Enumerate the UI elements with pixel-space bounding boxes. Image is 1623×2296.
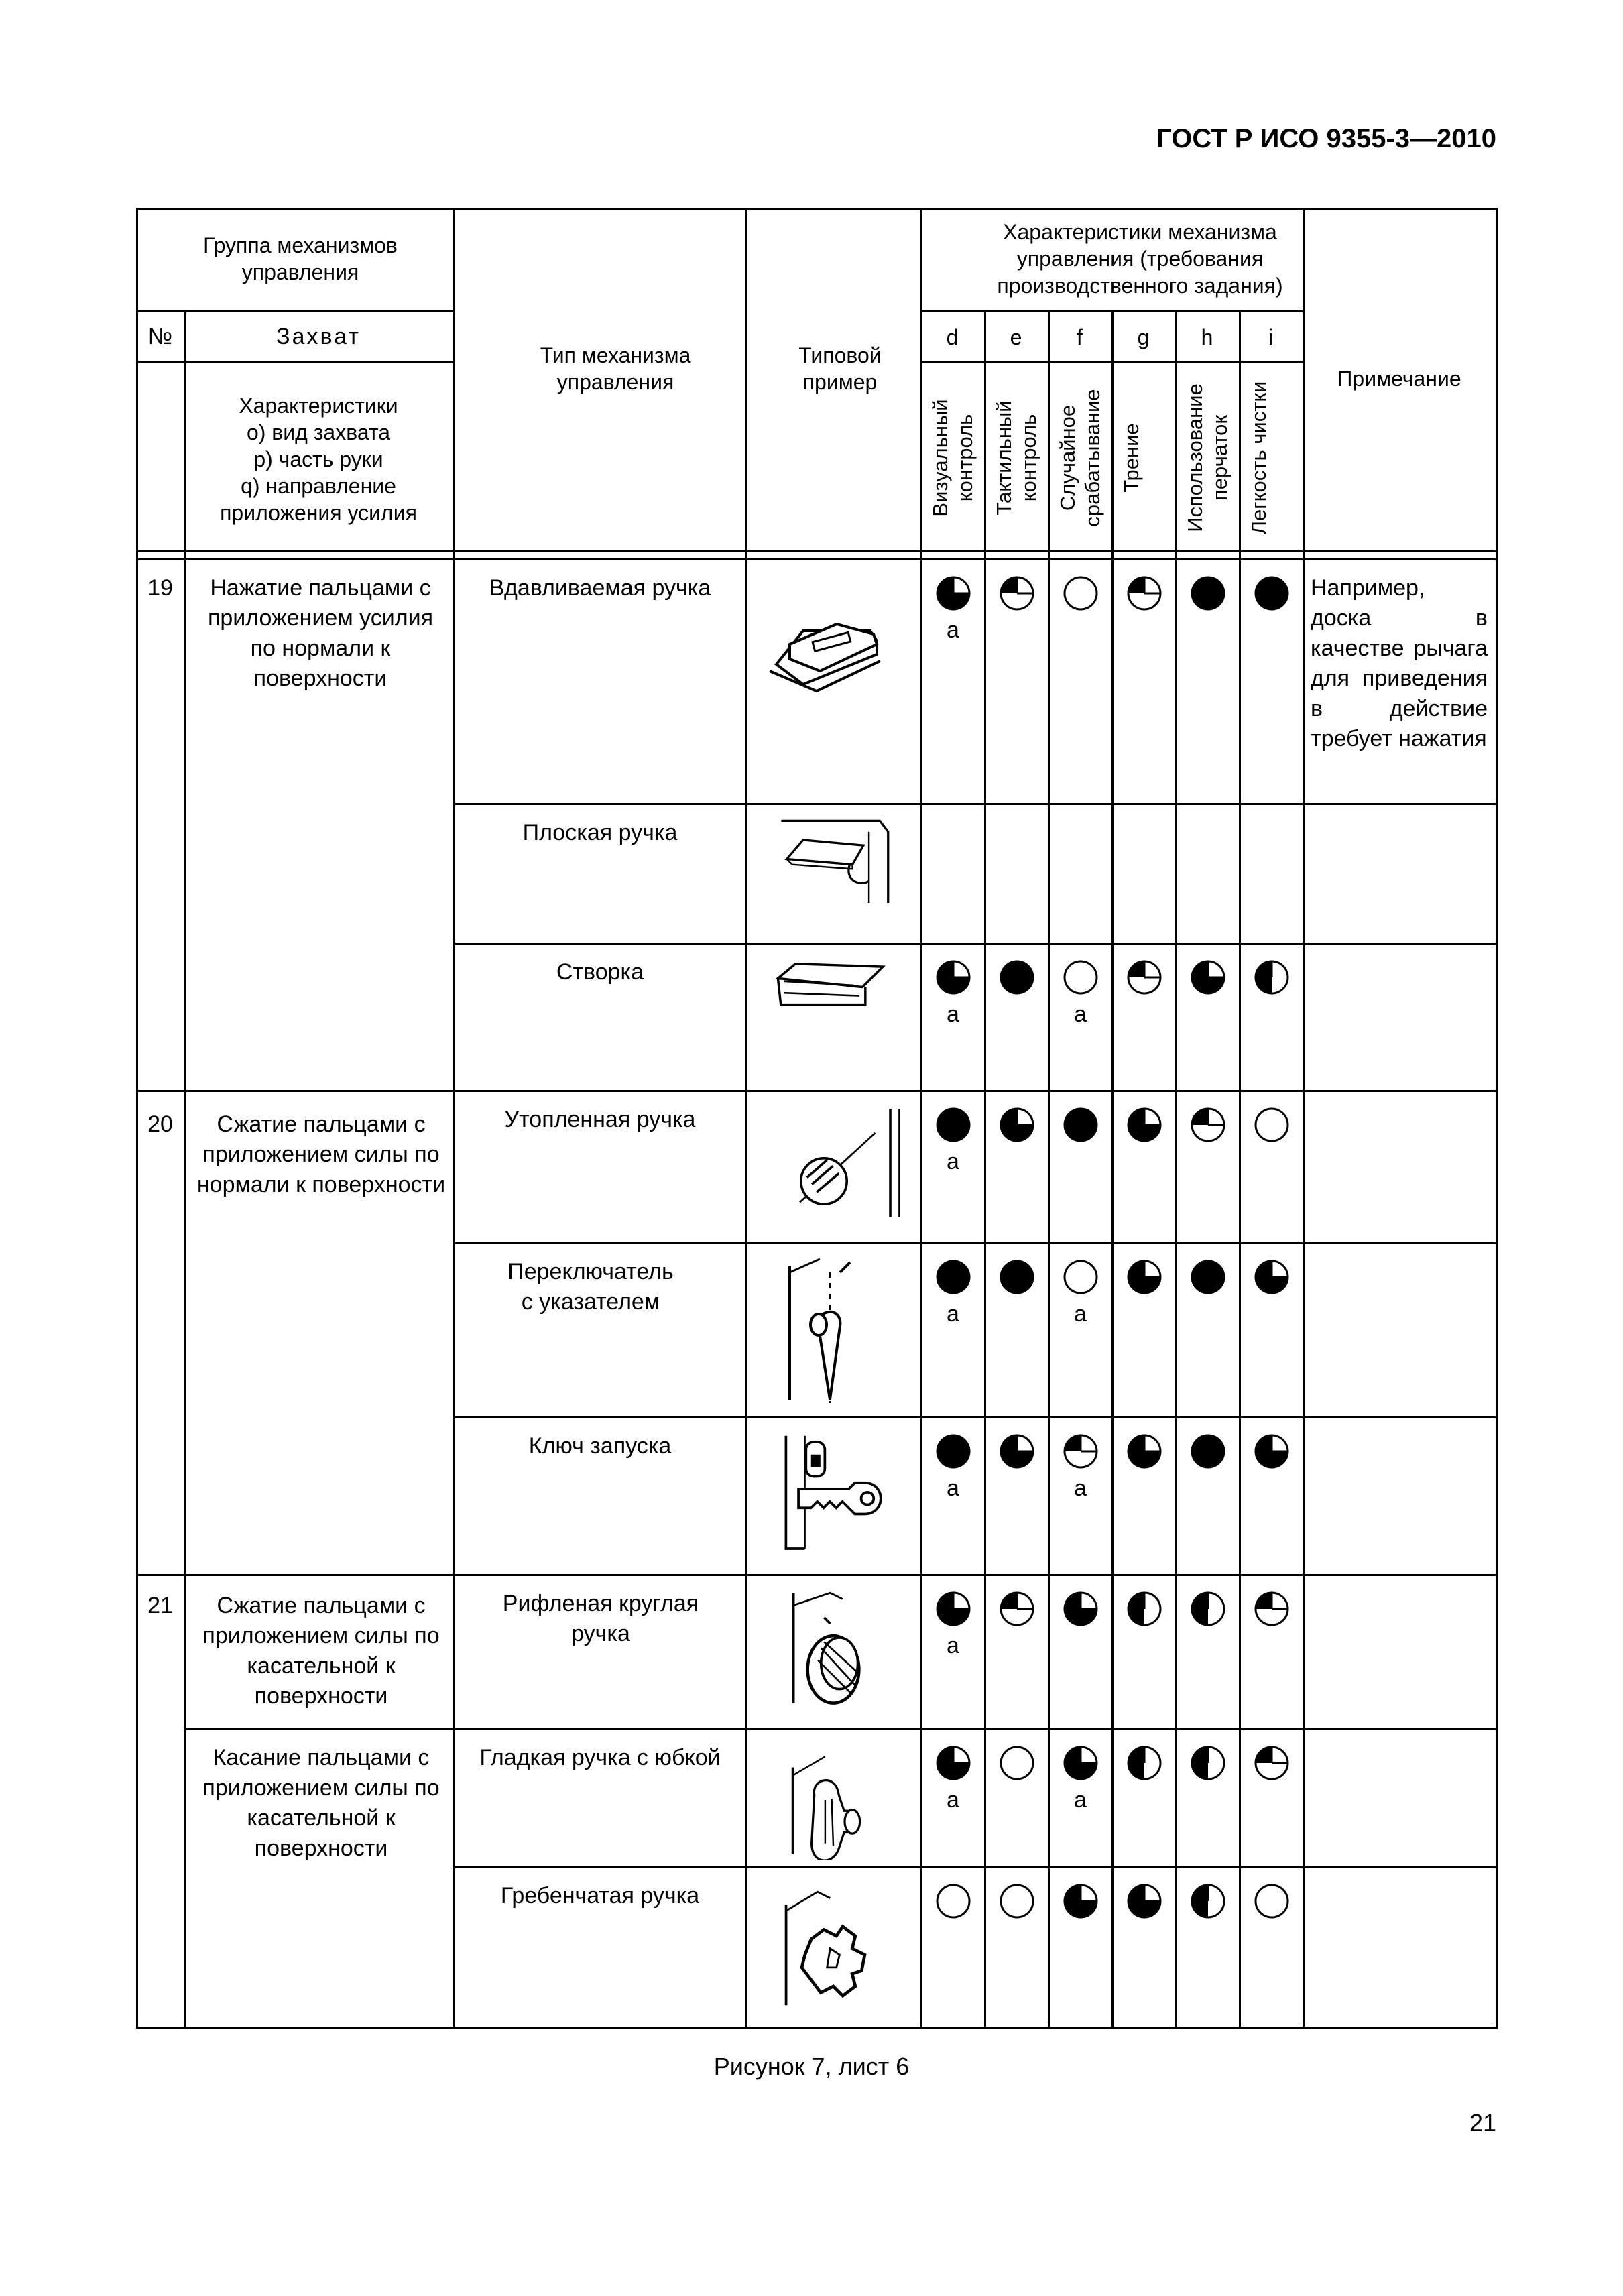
- col-label-i: Легкость чистки: [1246, 381, 1270, 535]
- group-20-num: 20: [147, 1111, 173, 1137]
- rating-footnote-mark: a: [1074, 1787, 1087, 1813]
- rating-f-symbol: [1063, 959, 1099, 995]
- row-rule: [453, 803, 1498, 805]
- rating-footnote-mark: a: [947, 1475, 959, 1501]
- col-letter-f: f: [1077, 325, 1083, 349]
- table-bottom-border: [136, 2027, 1498, 2029]
- rating-d-symbol: [935, 1591, 971, 1627]
- rating-footnote-mark: a: [947, 1633, 959, 1658]
- col-rule: [184, 310, 186, 2029]
- rating-i-symbol: [1254, 1883, 1290, 1919]
- recessed-knob-icon: [764, 1097, 902, 1235]
- row-type-label: Гладкая ручка с юбкой: [479, 1745, 721, 1770]
- push-knob-icon: [756, 604, 910, 758]
- rating-h-symbol: [1190, 1107, 1226, 1143]
- rating-g-symbol: [1126, 1259, 1162, 1295]
- row-rule: [453, 1866, 1498, 1868]
- rating-e-symbol: [999, 1107, 1035, 1143]
- page-number: 21: [1469, 2109, 1496, 2136]
- skirted-knob-icon: [771, 1735, 896, 1860]
- document-code: ГОСТ Р ИСО 9355-3—2010: [1156, 124, 1496, 154]
- rating-e-symbol: [999, 575, 1035, 611]
- rating-footnote-mark: a: [947, 617, 959, 643]
- col-label-e: Тактильный контроль: [991, 400, 1040, 516]
- col-letter-d: d: [946, 325, 959, 349]
- col-letter-i: i: [1268, 325, 1274, 349]
- row-type-label: Гребенчатая ручка: [500, 1883, 700, 1909]
- row-type-label: Утопленная ручка: [504, 1107, 696, 1132]
- row-rule: [453, 1416, 1498, 1418]
- col-rule: [1239, 310, 1241, 2029]
- col-label-g: Трение: [1119, 423, 1143, 493]
- col-rule: [984, 310, 986, 2029]
- rating-i-symbol: [1254, 1745, 1290, 1781]
- row-type-label: Ключ запуска: [528, 1433, 672, 1459]
- rating-g-symbol: [1126, 1745, 1162, 1781]
- rating-h-symbol: [1190, 575, 1226, 611]
- rating-i-symbol: [1254, 575, 1290, 611]
- controls-table: [136, 208, 1496, 2027]
- col-rule: [745, 208, 747, 2029]
- group-19-num: 19: [147, 575, 173, 601]
- rating-e-symbol: [999, 1591, 1035, 1627]
- rating-e-symbol: [999, 959, 1035, 995]
- row-type-label: Плоская ручка: [522, 820, 678, 845]
- rating-footnote-mark: a: [1074, 1002, 1087, 1027]
- rating-i-symbol: [1254, 1433, 1290, 1469]
- table-top-border: [136, 208, 1498, 210]
- rating-f-symbol: [1063, 575, 1099, 611]
- rating-footnote-mark: a: [947, 1301, 959, 1327]
- rating-d-symbol: [935, 959, 971, 995]
- header-group: Группа механизмов управления: [203, 233, 398, 284]
- rating-e-symbol: [999, 1259, 1035, 1295]
- group-21b-grip: Касание пальцами с приложением силы по касательной к поверхности: [202, 1745, 440, 1861]
- rating-h-symbol: [1190, 959, 1226, 995]
- char-q2: приложения усилия: [220, 501, 417, 525]
- rating-d-symbol: [935, 1745, 971, 1781]
- rating-g-symbol: [1126, 1433, 1162, 1469]
- rating-e-symbol: [999, 1745, 1035, 1781]
- rating-h-symbol: [1190, 1883, 1226, 1919]
- group-20-grip: Сжатие пальцами с приложением силы по нормали к поверхности: [196, 1111, 446, 1197]
- rating-footnote-mark: a: [1074, 1475, 1087, 1501]
- rating-f-symbol: [1063, 1883, 1099, 1919]
- group-19-grip: Нажатие пальцами с приложением усилия по нормали к поверхности: [207, 575, 434, 691]
- rating-d-symbol: [935, 575, 971, 611]
- knurled-knob-icon: [763, 1581, 904, 1721]
- group-rule: [136, 1574, 1498, 1576]
- row-rule: [184, 1728, 1498, 1730]
- rating-h-symbol: [1190, 1745, 1226, 1781]
- col-label-d: Визуальный контроль: [928, 399, 977, 517]
- col-letter-g: g: [1137, 325, 1150, 349]
- table-left-border: [136, 208, 138, 2029]
- rating-footnote-mark: a: [1074, 1301, 1087, 1327]
- rating-h-symbol: [1190, 1433, 1226, 1469]
- char-q: q) направление: [241, 474, 396, 498]
- rating-d-symbol: [935, 1259, 971, 1295]
- header-type: Тип механизма управления: [540, 343, 691, 394]
- rating-h-symbol: [1190, 1591, 1226, 1627]
- rating-d-symbol: [935, 1107, 971, 1143]
- rating-f-symbol: [1063, 1433, 1099, 1469]
- group-21-grip: Сжатие пальцами с приложением силы по касательной к поверхности: [202, 1593, 440, 1709]
- table-right-border: [1496, 208, 1498, 2029]
- rating-f-symbol: [1063, 1259, 1099, 1295]
- col-label-h: Использование перчаток: [1183, 383, 1231, 532]
- col-rule: [1303, 208, 1305, 2029]
- rating-f-symbol: [1063, 1745, 1099, 1781]
- col-rule: [453, 208, 455, 2029]
- header-example: Типовой пример: [798, 343, 882, 394]
- char-p: р) часть руки: [253, 447, 383, 471]
- row-type-label: Переключатель с указателем: [507, 1259, 674, 1315]
- rating-g-symbol: [1126, 959, 1162, 995]
- row-rule: [453, 1242, 1498, 1244]
- row-type-label: Створка: [556, 959, 644, 985]
- rating-i-symbol: [1254, 1107, 1290, 1143]
- rating-i-symbol: [1254, 1591, 1290, 1627]
- header-mechanism: Характеристики механизма управления (требования производственного задания): [997, 220, 1283, 298]
- header-grip: Захват: [276, 324, 361, 349]
- rating-d-symbol: [935, 1433, 971, 1469]
- rating-footnote-mark: a: [947, 1787, 959, 1813]
- pointer-switch-icon: [756, 1252, 910, 1406]
- char-o: о) вид захвата: [246, 420, 391, 444]
- col-rule: [1175, 310, 1177, 2029]
- row-type-label: Рифленая круглая ручка: [502, 1591, 699, 1646]
- col-rule: [1048, 310, 1050, 2029]
- col-label-f: Случайное срабатывание: [1055, 389, 1104, 527]
- header-note: Примечание: [1337, 367, 1461, 391]
- ignition-key-icon: [761, 1423, 905, 1567]
- rating-g-symbol: [1126, 1107, 1162, 1143]
- char-title: Характеристики: [239, 394, 398, 418]
- col-letter-h: h: [1201, 325, 1213, 349]
- row-note: Например, доска в качестве рычага для приведения в действие требует нажатия: [1311, 575, 1488, 751]
- rating-e-symbol: [999, 1433, 1035, 1469]
- rating-f-symbol: [1063, 1591, 1099, 1627]
- rating-g-symbol: [1126, 575, 1162, 611]
- rating-f-symbol: [1063, 1107, 1099, 1143]
- rating-g-symbol: [1126, 1591, 1162, 1627]
- col-rule: [1111, 310, 1114, 2029]
- figure-caption: Рисунок 7, лист 6: [713, 2053, 910, 2080]
- group-rule: [136, 1090, 1498, 1092]
- col-rule: [920, 208, 922, 2029]
- rating-i-symbol: [1254, 1259, 1290, 1295]
- row-rule: [453, 943, 1498, 945]
- rating-footnote-mark: a: [947, 1149, 959, 1174]
- header-characteristics: [184, 392, 453, 526]
- flap-icon: [766, 949, 900, 1083]
- rating-footnote-mark: a: [947, 1002, 959, 1027]
- rating-i-symbol: [1254, 959, 1290, 995]
- rating-h-symbol: [1190, 1259, 1226, 1295]
- flat-handle-icon: [770, 810, 896, 936]
- rating-d-symbol: [935, 1883, 971, 1919]
- rating-e-symbol: [999, 1883, 1035, 1919]
- header-num: №: [147, 324, 173, 349]
- col-letter-e: e: [1010, 325, 1022, 349]
- fluted-knob-icon: [761, 1873, 906, 2018]
- row-type-label: Вдавливаемая ручка: [489, 575, 711, 601]
- rating-g-symbol: [1126, 1883, 1162, 1919]
- header-double-rule: [136, 550, 1498, 552]
- group-21-num: 21: [147, 1593, 173, 1618]
- header-double-rule: [136, 558, 1498, 560]
